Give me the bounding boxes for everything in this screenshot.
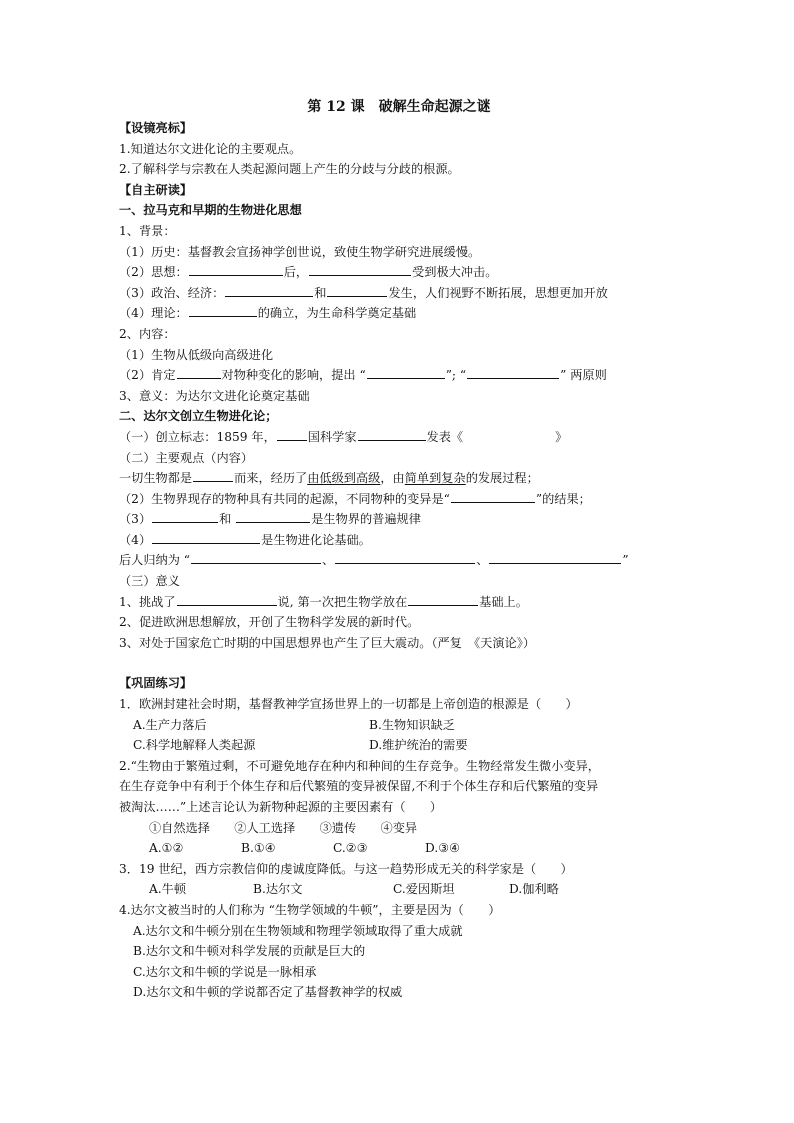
background-thought: （2）思想： 后， 受到极大冲击。	[119, 262, 679, 283]
option[interactable]: B.生物知识缺乏	[369, 717, 455, 732]
significance-item-2: 2、促进欧洲思想解放，开创了生物科学发展的新时代。	[119, 615, 420, 630]
blank-field[interactable]	[358, 427, 426, 441]
option[interactable]: D.伽利略	[509, 882, 559, 897]
option[interactable]: B.①④	[241, 841, 276, 856]
goal-item-1: 1.知道达尔文进化论的主要观点。	[119, 141, 302, 156]
background-politics: （3）政治、经济： 和 发生，人们视野不断拓展，思想更加开放	[119, 283, 679, 304]
background-theory: （4）理论： 的确立，为生命科学奠定基础	[119, 303, 679, 324]
content-label: 2、内容：	[119, 326, 176, 341]
blank-field[interactable]	[467, 365, 559, 379]
background-history: （1）历史：基督教会宣扬神学创世说，致使生物学研究进展缓慢。	[119, 244, 481, 259]
blank-field[interactable]	[408, 592, 478, 606]
blank-field[interactable]	[225, 283, 313, 297]
summary-line: 后人归纳为 “ 、 、 ”	[119, 550, 679, 571]
option[interactable]: A.达尔文和牛顿分别在生物领域和物理学领域取得了重大成就	[133, 923, 463, 938]
blank-field[interactable]	[335, 550, 475, 564]
blank-field[interactable]	[152, 530, 260, 544]
founding-mark: （一）创立标志：1859 年， 国科学家 发表《 》	[119, 427, 679, 448]
section-heading-practice: 【巩固练习】	[119, 676, 193, 691]
option[interactable]: D.达尔文和牛顿的学说都否定了基督教神学的权威	[133, 985, 403, 1000]
blank-field[interactable]	[152, 509, 218, 523]
question-2-line-2: 在生存竞争中有利于个体生存和后代繁殖的变异被保留,不利于个体生存和后代繁殖的变异	[119, 779, 599, 794]
question-2-line-1: 2.“生物由于繁殖过剩，不可避免地存在种内和种间的生存竞争。生物经常发生微小变异，	[119, 758, 600, 773]
significance-item-1: 1、挑战了 说, 第一次把生物学放在 基础上。	[119, 592, 679, 613]
question-2-items: ①自然选择 ②人工选择 ③遗传 ④变异	[149, 820, 418, 835]
blank-field[interactable]	[236, 509, 310, 523]
question-3: 3．19 世纪，西方宗教信仰的虔诚度降低。与这一趋势形成无关的科学家是（ ）	[119, 861, 573, 876]
option[interactable]: D.维护统治的需要	[369, 738, 468, 753]
question-1-options-row-2	[119, 735, 679, 756]
meaning-item: 3、意义：为达尔文进化论奠定基础	[119, 388, 310, 403]
blank-field[interactable]	[193, 468, 233, 482]
main-views-heading: （二）主要观点（内容）	[119, 450, 254, 465]
option[interactable]: A.①②	[149, 841, 184, 856]
option[interactable]: C.②③	[333, 841, 368, 856]
blank-field[interactable]	[177, 365, 221, 379]
question-1: 1．欧洲封建社会时期，基督教神学宣扬世界上的一切都是上帝创造的根源是（ ）	[119, 697, 578, 712]
blank-field[interactable]	[177, 592, 277, 606]
question-4: 4.达尔文被当时的人们称为 “生物学领域的牛顿”，主要是因为（ ）	[119, 902, 501, 917]
option[interactable]: B.达尔文	[253, 882, 303, 897]
blank-field[interactable]	[189, 303, 257, 317]
significance-item-3: 3、对处于国家危亡时期的中国思想界也产生了巨大震动。（严复 《天演论》）	[119, 635, 536, 650]
option[interactable]: A.牛顿	[149, 882, 187, 897]
option[interactable]: C.科学地解释人类起源	[133, 738, 256, 753]
significance-heading: （三）意义	[119, 574, 180, 589]
part2-title: 二、达尔文创立生物进化论；	[119, 409, 278, 424]
section-heading-study: 【自主研读】	[119, 182, 193, 197]
view-item-1: 一切生物都是 而来，经历了由低级到高级，由简单到复杂的发展过程；	[119, 468, 679, 489]
view-item-3: （3） 和 是生物界的普遍规律	[119, 509, 679, 530]
blank-field[interactable]	[189, 262, 283, 276]
option[interactable]: C.爱因斯坦	[393, 882, 455, 897]
option[interactable]: C.达尔文和牛顿的学说是一脉相承	[133, 964, 317, 979]
goal-item-2: 2.了解科学与宗教在人类起源问题上产生的分歧与分歧的根源。	[119, 162, 460, 177]
blank-field[interactable]	[367, 365, 445, 379]
view-item-2: （2）生物界现存的物种具有共同的起源，不同物种的变异是“ ”的结果；	[119, 489, 679, 510]
option[interactable]: A.生产力落后	[133, 717, 207, 732]
blank-field[interactable]	[489, 550, 621, 564]
question-3-options	[119, 879, 679, 900]
view-item-4: （4） 是生物进化论基础。	[119, 530, 679, 551]
blank-field[interactable]	[327, 283, 387, 297]
background-label: 1、背景：	[119, 223, 176, 238]
blank-field[interactable]	[309, 262, 411, 276]
option[interactable]: B.达尔文和牛顿对科学发展的贡献是巨大的	[133, 944, 366, 959]
blank-field[interactable]	[277, 427, 307, 441]
question-1-options-row-1	[119, 715, 679, 736]
question-2-line-3: 被淘汰……”上述言论认为新物种起源的主要因素有（ ）	[119, 800, 443, 814]
content-item-1: （1）生物从低级向高级进化	[119, 347, 274, 362]
page-title: 第 12 课 破解生命起源之谜	[307, 99, 491, 115]
section-heading-goals: 【设镜亮标】	[119, 121, 193, 135]
content-item-2: （2）肯定 对物种变化的影响，提出 “ ”; “ ” 两原则	[119, 365, 679, 386]
option[interactable]: D.③④	[425, 841, 461, 856]
part1-title: 一、拉马克和早期的生物进化思想	[119, 203, 302, 218]
blank-field[interactable]	[191, 550, 321, 564]
worksheet-page	[119, 96, 679, 1003]
question-2-options	[119, 838, 679, 859]
blank-field[interactable]	[451, 489, 535, 503]
